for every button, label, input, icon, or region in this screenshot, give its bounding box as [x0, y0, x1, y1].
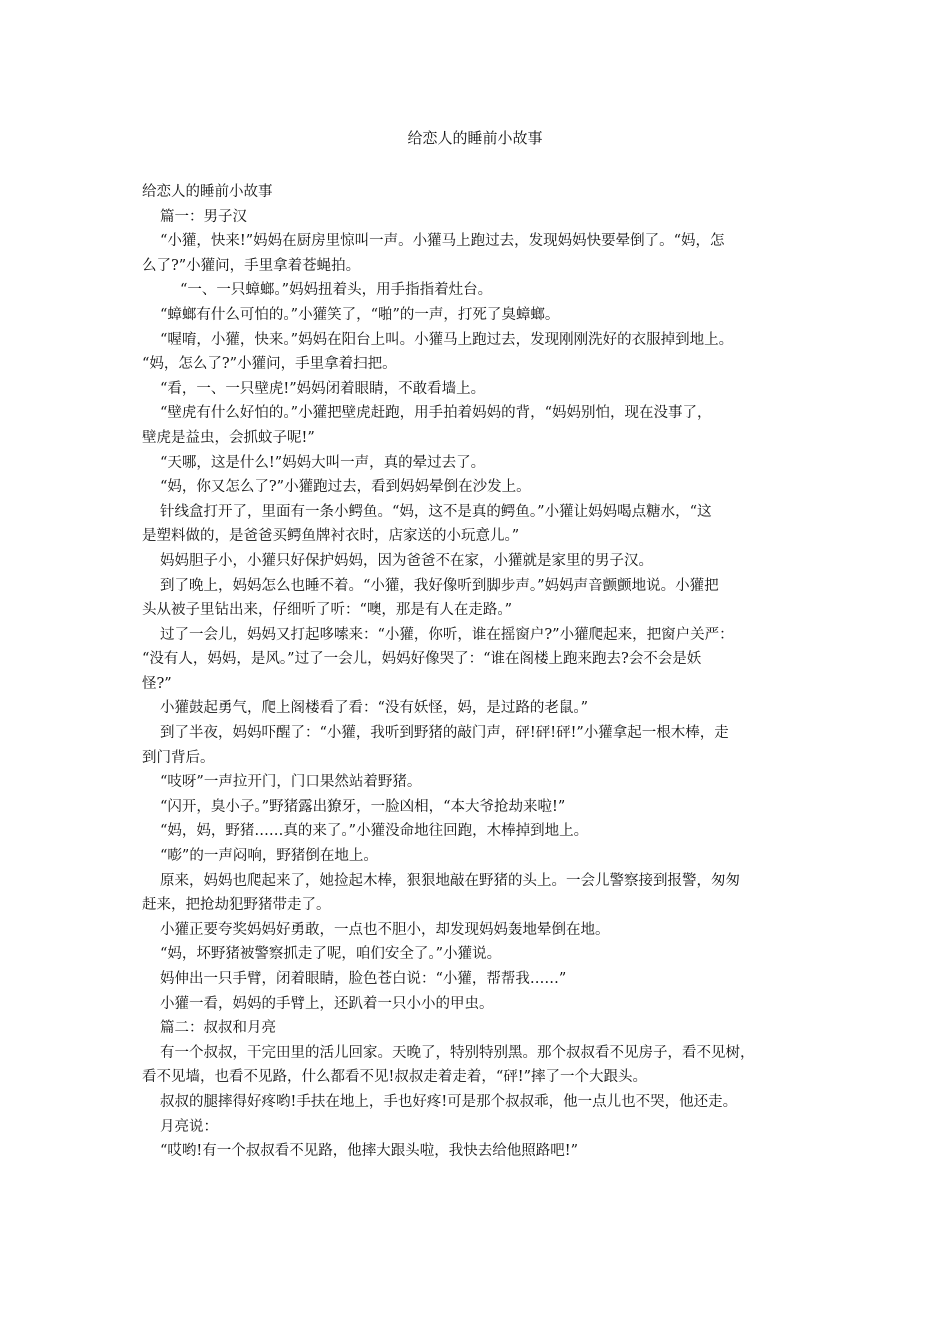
- text-line: 给恋人的睡前小故事: [142, 184, 273, 200]
- text-line: “天哪，这是什么!”妈妈大叫一声，真的晕过去了。: [160, 454, 486, 471]
- text-line: “小獾，快来!”妈妈在厨房里惊叫一声。小獾马上跑过去，发现妈妈快要晕倒了。“妈，怎: [160, 233, 725, 250]
- text-line: 怪?”: [142, 675, 172, 692]
- text-line: “妈，妈，野猪……真的来了。”小獾没命地往回跑，木棒掉到地上。: [160, 823, 589, 840]
- text-line: 到了半夜，妈妈吓醒了：“小獾，我听到野猪的敲门声，砰!砰!砰!”小獾拿起一根木棒，走: [160, 725, 729, 742]
- text-line: “一、一只蟑螂。”妈妈扭着头，用手指指着灶台。: [180, 282, 493, 299]
- text-line: 叔叔的腿摔得好疼哟!手扶在地上，手也好疼!可是那个叔叔乖，他一点儿也不哭，他还走。: [160, 1093, 738, 1110]
- text-line: 月亮说：: [160, 1118, 218, 1135]
- text-line: “看，一、一只壁虎!”妈妈闭着眼睛，不敢看墙上。: [160, 380, 486, 397]
- text-line: 原来，妈妈也爬起来了，她捡起木棒，狠狠地敲在野猪的头上。一会儿警察接到报警，匆匆: [160, 872, 740, 889]
- text-line: “吱呀”一声拉开门，门口果然站着野猪。: [160, 774, 422, 791]
- text-line: 妈伸出一只手臂，闭着眼睛，脸色苍白说：“小獾，帮帮我……”: [160, 971, 567, 987]
- text-line: 妈妈胆子小，小獾只好保护妈妈，因为爸爸不在家，小獾就是家里的男子汉。: [160, 552, 653, 569]
- text-line: “没有人，妈妈，是风。”过了一会儿，妈妈好像哭了：“谁在阁楼上跑来跑去?会不会是妖: [142, 651, 702, 668]
- text-line: “妈，你又怎么了?”小獾跑过去，看到妈妈晕倒在沙发上。: [160, 479, 531, 496]
- text-line: 赶来，把抢劫犯野猪带走了。: [142, 897, 331, 914]
- text-line: “闪开，臭小子。”野猪露出獠牙，一脸凶相，“本大爷抢劫来啦!”: [160, 798, 566, 815]
- text-line: 篇二：叔叔和月亮: [160, 1020, 276, 1037]
- document-body: [142, 180, 814, 1164]
- text-line: 篇一：男子汉: [160, 208, 247, 225]
- text-line: 有一个叔叔，干完田里的活儿回家。天晚了，特别特别黑。那个叔叔看不见房子，看不见树，: [160, 1044, 755, 1061]
- text-line: 到门背后。: [142, 749, 215, 766]
- text-line: 是塑料做的，是爸爸买鳄鱼牌衬衣时，店家送的小玩意儿。”: [142, 528, 520, 545]
- text-line: 么了?”小獾问，手里拿着苍蝇拍。: [142, 257, 361, 274]
- text-line: 小獾正要夸奖妈妈好勇敢，一点也不胆小，却发现妈妈轰地晕倒在地。: [160, 921, 610, 938]
- text-line: 小獾鼓起勇气，爬上阁楼看了看：“没有妖怪，妈，是过路的老鼠。”: [160, 700, 589, 717]
- text-line: 针线盒打开了，里面有一条小鳄鱼。“妈，这不是真的鳄鱼。”小獾让妈妈喝点糖水，“这: [160, 503, 712, 520]
- text-line: 过了一会儿，妈妈又打起哆嗦来：“小獾，你听，谁在摇窗户?”小獾爬起来，把窗户关严：: [160, 626, 734, 643]
- text-line: “妈，怎么了?”小獾问，手里拿着扫把。: [142, 356, 397, 373]
- text-line: “哎哟!有一个叔叔看不见路，他摔大跟头啦，我快去给他照路吧!”: [160, 1143, 578, 1160]
- text-line: “妈，坏野猪被警察抓走了呢，咱们安全了。”小獾说。: [160, 946, 502, 963]
- text-line: 头从被子里钻出来，仔细听了听：“噢，那是有人在走路。”: [142, 602, 513, 619]
- text-line: 到了晚上，妈妈怎么也睡不着。“小獾，我好像听到脚步声。”妈妈声音颤颤地说。小獾把: [160, 577, 719, 594]
- text-line: “喔唷，小獾，快来。”妈妈在阳台上叫。小獾马上跑过去，发现刚刚洗好的衣服掉到地上。: [160, 331, 734, 348]
- text-line: “蟑螂有什么可怕的。”小獾笑了，“啪”的一声，打死了臭蟑螂。: [160, 306, 560, 323]
- text-line: 小獾一看，妈妈的手臂上，还趴着一只小小的甲虫。: [160, 995, 494, 1012]
- text-line: “嘭”的一声闷响，野猪倒在地上。: [160, 848, 378, 865]
- document-title: 给恋人的睡前小故事: [407, 129, 543, 147]
- text-line: “壁虎有什么好怕的。”小獾把壁虎赶跑，用手拍着妈妈的背，“妈妈别怕，现在没事了，: [160, 405, 712, 422]
- text-line: 看不见墙，也看不见路，什么都看不见!叔叔走着走着，“砰!”摔了一个大跟头。: [142, 1069, 647, 1086]
- text-line: 壁虎是益虫，会抓蚊子呢!”: [142, 429, 315, 446]
